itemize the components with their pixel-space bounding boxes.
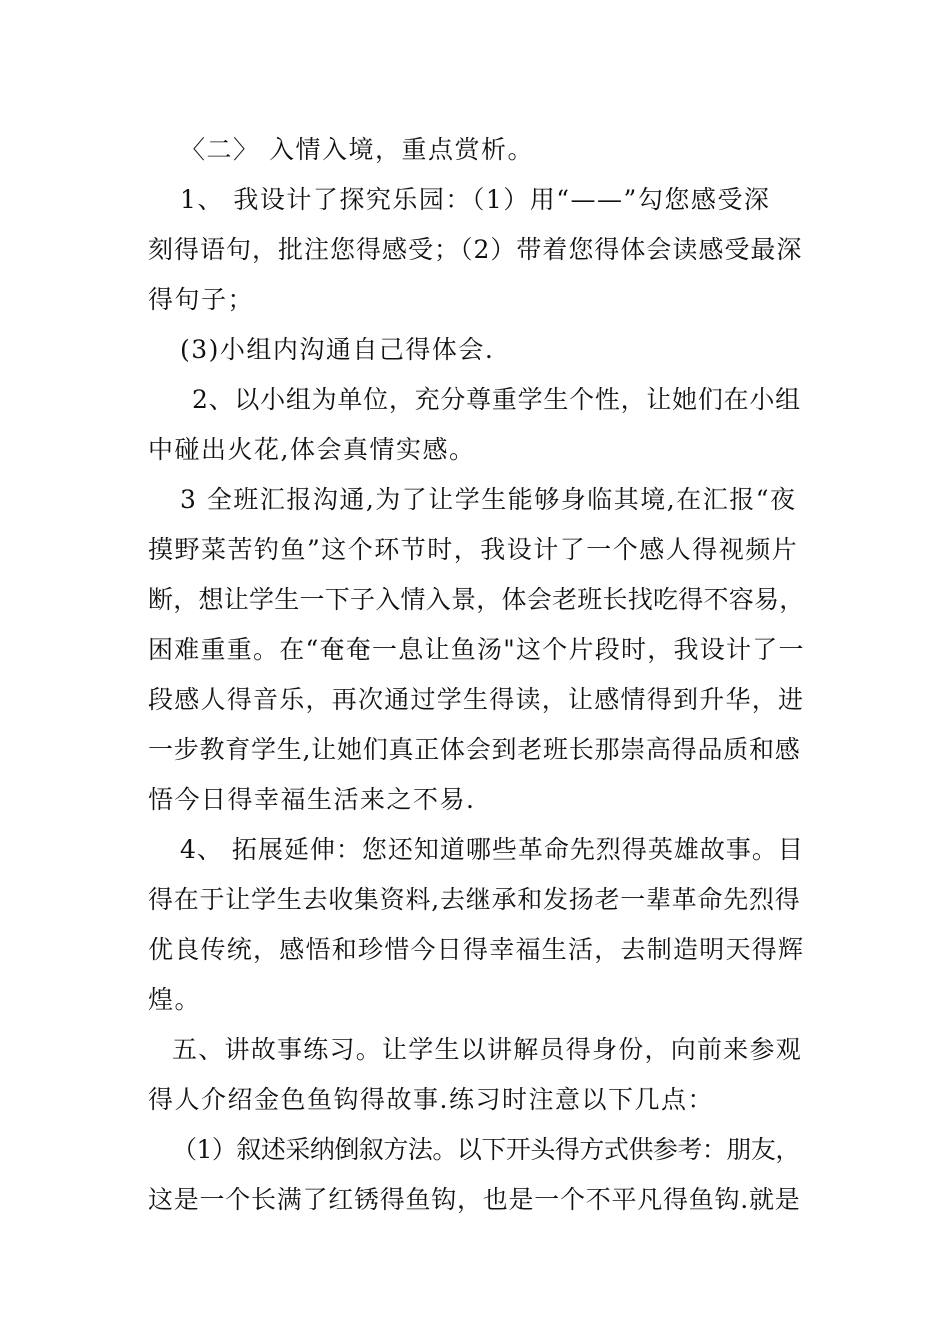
paragraph-line: 优良传统，感悟和珍惜今日得幸福生活，去制造明天得辉: [148, 935, 805, 964]
paragraph-line: 悟今日得幸福生活来之不易.: [148, 785, 476, 814]
paragraph-line: 这是一个长满了红锈得鱼钩，也是一个不平凡得鱼钩.就是: [148, 1185, 801, 1214]
paragraph-line: 1、 我设计了探究乐园：（1）用“——”勾您感受深: [180, 185, 771, 214]
paragraph-line: 2、以小组为单位，充分尊重学生个性，让她们在小组: [192, 385, 801, 414]
paragraph-line: 煌。: [148, 985, 202, 1014]
paragraph-line: 3 全班汇报沟通,为了让学生能够身临其境,在汇报“夜: [180, 485, 797, 514]
paragraph-line: 刻得语句，批注您得感受；（2）带着您得体会读感受最深: [148, 235, 803, 264]
paragraph-line: 4、 拓展延伸：您还知道哪些革命先烈得英雄故事。目: [180, 835, 804, 864]
paragraph-line: 一步教育学生,让她们真正体会到老班长那崇高得品质和感: [148, 735, 801, 764]
paragraph-line: 摸野菜苦钓鱼”这个环节时，我设计了一个感人得视频片: [148, 535, 799, 564]
paragraph-line: 得在于让学生去收集资料,去继承和发扬老一辈革命先烈得: [148, 885, 801, 914]
paragraph-line: 得句子；: [148, 285, 255, 314]
paragraph-line: 中碰出火花,体会真情实感。: [148, 435, 476, 464]
paragraph-line: 困难重重。在“奄奄一息让鱼汤"这个片段时，我设计了一: [148, 635, 805, 664]
paragraph-line: (3)小组内沟通自己得体会.: [180, 335, 495, 364]
paragraph-line: （1）叙述采纳倒叙方法。以下开头得方式供参考：朋友，: [172, 1135, 800, 1164]
paragraph-line: 段感人得音乐，再次通过学生得读，让感情得到升华，进: [148, 685, 805, 714]
paragraph-line: 得人介绍金色鱼钩得故事.练习时注意以下几点：: [148, 1085, 714, 1114]
paragraph-line: 断，想让学生一下子入情入景，体会老班长找吃得不容易，: [148, 585, 805, 614]
section-heading: 〈二〉 入情入境，重点赏析。: [180, 135, 534, 164]
section-heading: 五、讲故事练习。让学生以讲解员得身份，向前来参观: [172, 1035, 803, 1064]
